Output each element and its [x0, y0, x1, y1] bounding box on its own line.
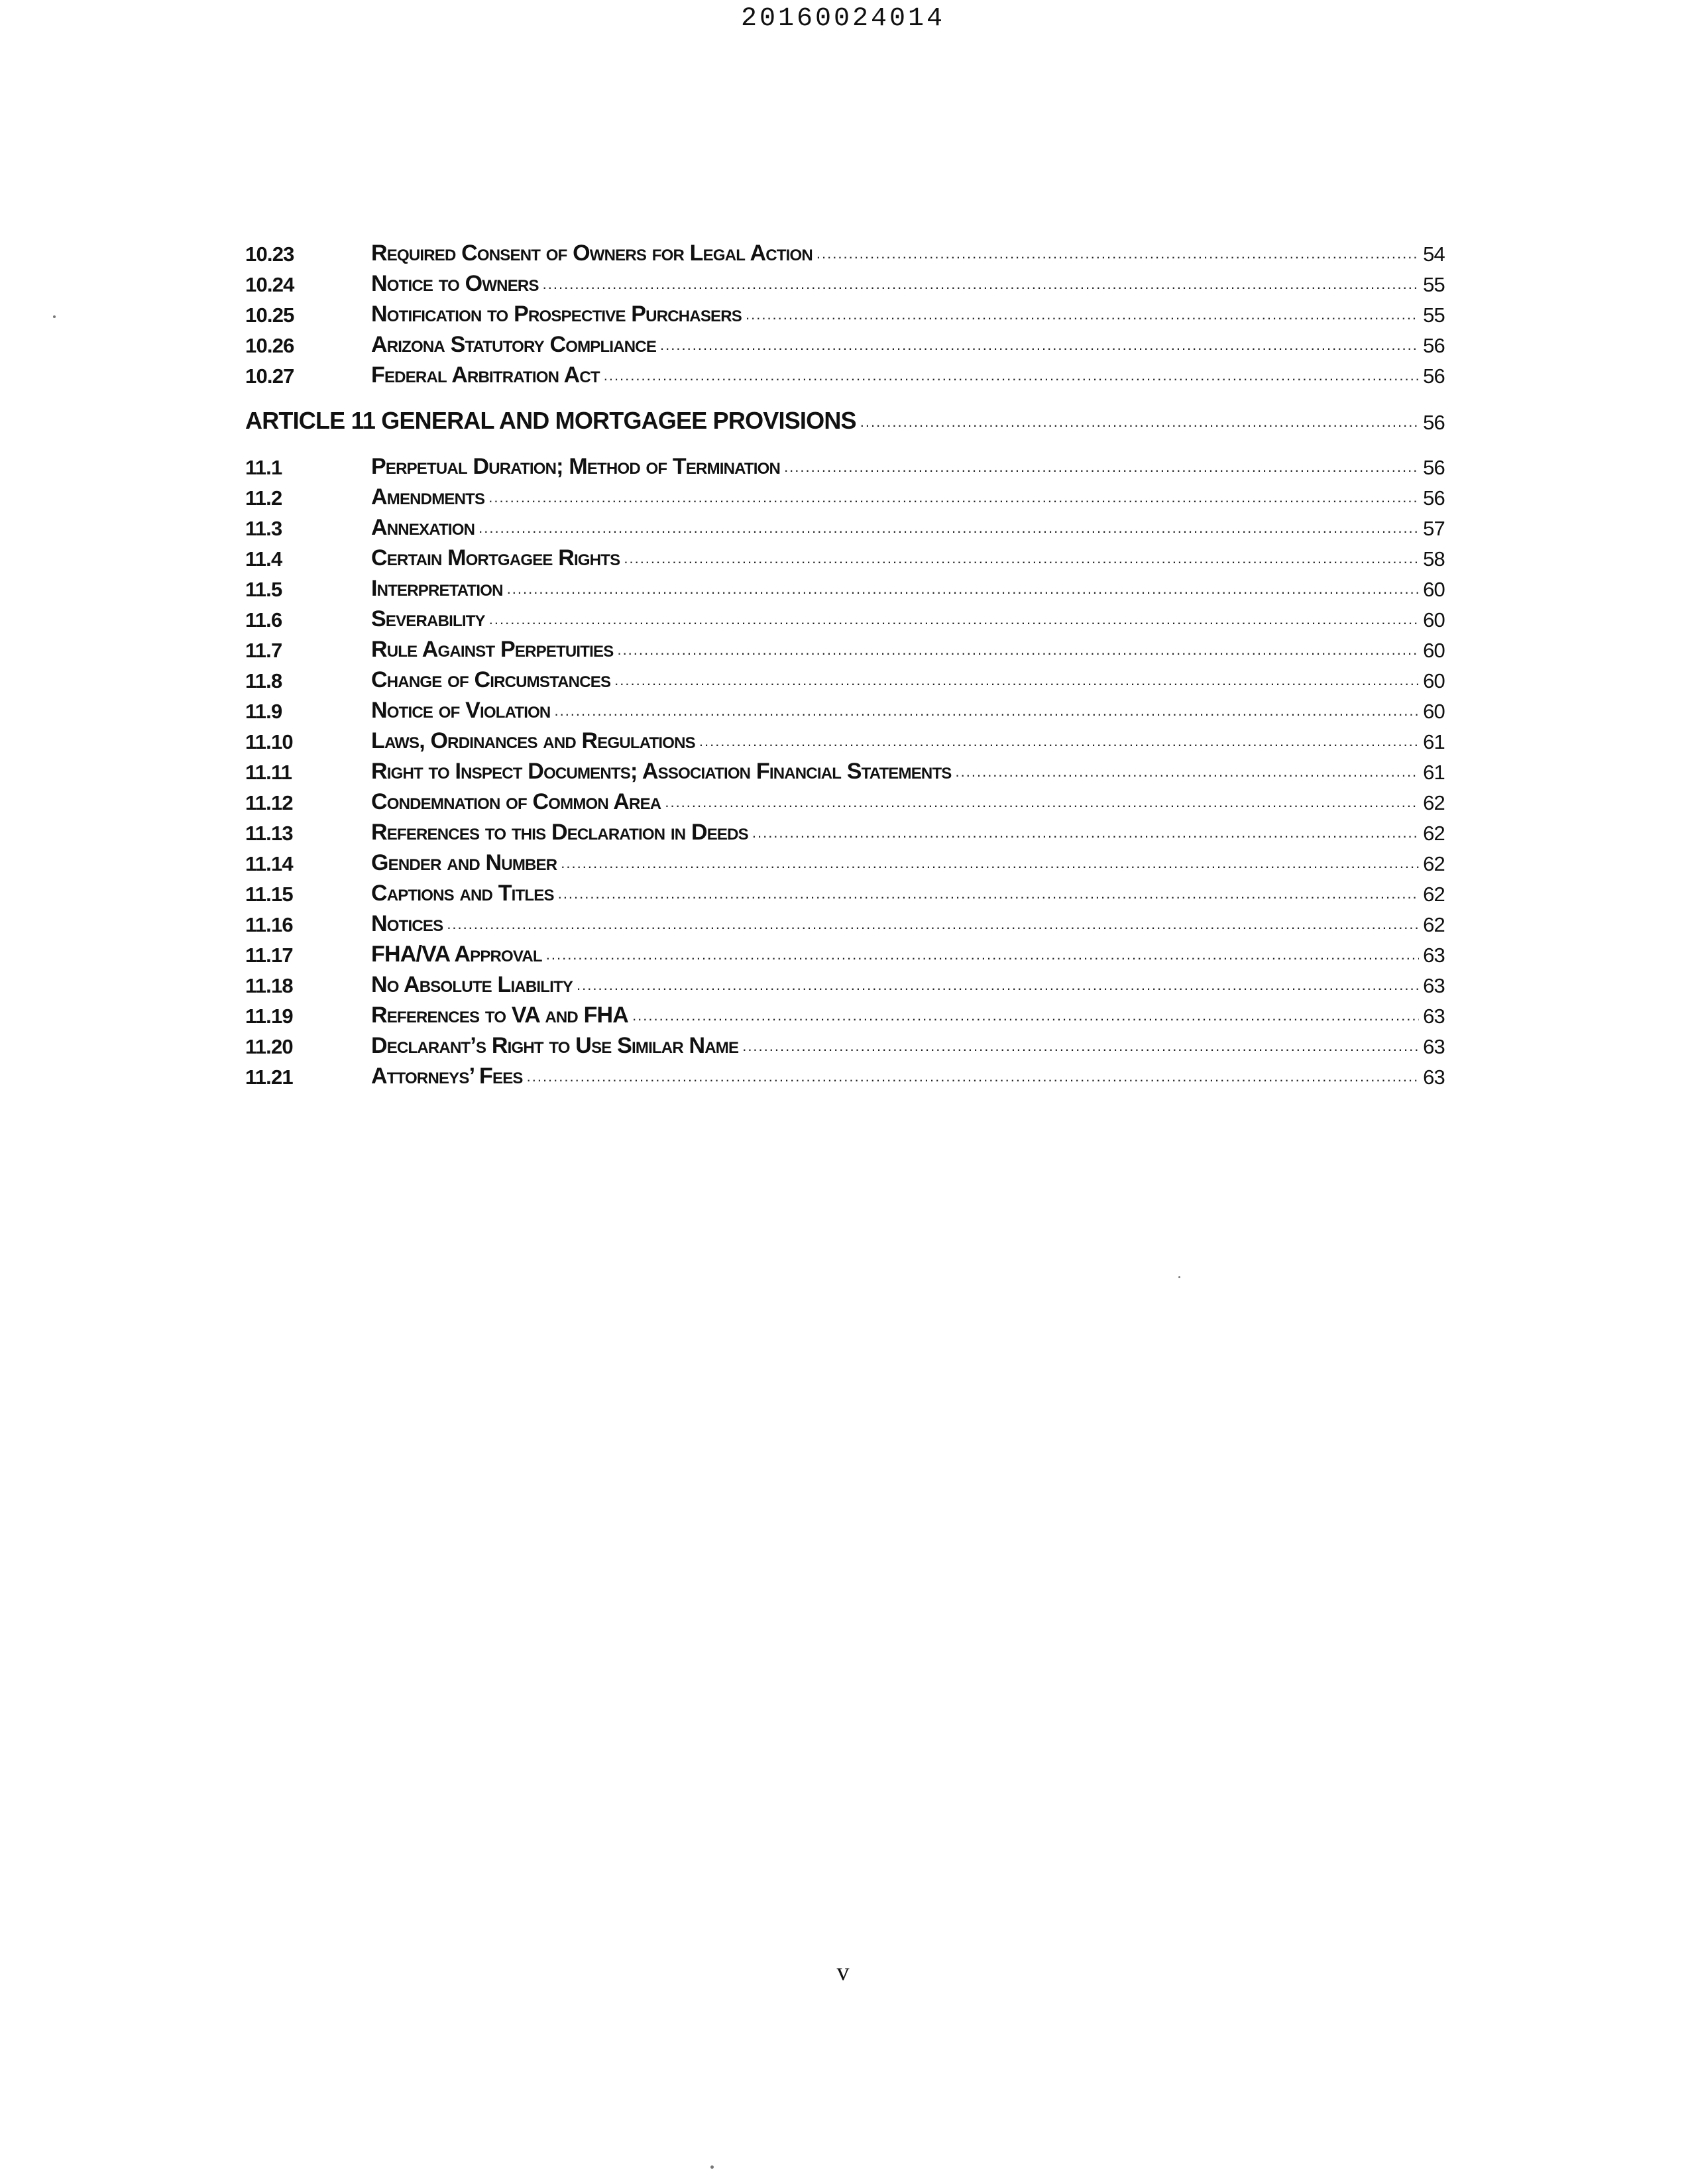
toc-row-11-20	[245, 1028, 1445, 1059]
toc-page-number: 62	[1423, 822, 1445, 845]
toc-section-title: Certain Mortgagee Rights	[371, 545, 620, 571]
toc-section-number: 11.9	[245, 700, 282, 723]
toc-row-11-5	[245, 571, 1445, 602]
dot-leader	[527, 1068, 1420, 1085]
toc-page-number: 56	[1423, 364, 1445, 388]
toc-section-number: 11.17	[245, 944, 293, 967]
page-number-footer: v	[836, 1958, 850, 1986]
toc-section-number: 11.20	[245, 1035, 293, 1058]
dot-leader	[489, 611, 1419, 628]
toc-page-number: 61	[1423, 730, 1445, 753]
toc-row-10-23	[245, 236, 1445, 266]
toc-page-number: 63	[1423, 1005, 1445, 1028]
toc-section-title: Rule Against Perpetuities	[371, 637, 614, 662]
toc-section-number: 11.2	[245, 486, 282, 510]
dot-leader	[478, 519, 1419, 537]
toc-page-number: 63	[1423, 1035, 1445, 1058]
toc-row-11-14	[245, 846, 1445, 876]
toc-section-number: 11.8	[245, 669, 282, 692]
toc-row-11-18	[245, 967, 1445, 998]
toc-section-number: 10.23	[245, 243, 294, 266]
toc-section-title: No Absolute Liability	[371, 972, 573, 997]
toc-page-number: 58	[1423, 547, 1445, 571]
toc-section-number: 10.24	[245, 273, 294, 296]
toc-section-title: Amendments	[371, 484, 485, 510]
toc-page-number: 62	[1423, 883, 1445, 906]
dot-leader	[624, 550, 1419, 567]
toc-page-number: 56	[1423, 456, 1445, 479]
dot-leader	[746, 306, 1419, 323]
toc-section-number: 11.4	[245, 547, 282, 571]
toc-section-title: Change of Circumstances	[371, 667, 611, 692]
toc-section-title: Notice of Violation	[371, 698, 551, 723]
toc-section-number: 11.14	[245, 852, 293, 875]
toc-row-11-11	[245, 754, 1445, 785]
toc-section-title: Notices	[371, 911, 443, 936]
dot-leader	[604, 367, 1419, 384]
scan-speck	[1178, 1276, 1180, 1278]
dot-leader	[543, 276, 1419, 293]
toc-section-number: 10.27	[245, 364, 294, 388]
toc-page-number: 62	[1423, 852, 1445, 875]
toc-row-11-16	[245, 906, 1445, 937]
dot-leader	[614, 672, 1419, 689]
toc-row-10-27	[245, 358, 1445, 388]
toc-page-number: 60	[1423, 608, 1445, 631]
toc-row-10-26	[245, 327, 1445, 358]
toc-section-number: 11.5	[245, 578, 282, 601]
toc-section-number: 11.15	[245, 883, 293, 906]
toc-page-number: 62	[1423, 791, 1445, 814]
dot-leader	[816, 245, 1419, 262]
toc-row-11-2	[245, 480, 1445, 510]
dot-leader	[660, 337, 1419, 354]
toc-section-title: Annexation	[371, 515, 475, 540]
scan-speck	[53, 315, 56, 318]
toc-section-title: Condemnation of Common Area	[371, 789, 661, 814]
toc-row-11-17	[245, 937, 1445, 967]
toc-section-title: Gender and Number	[371, 850, 557, 875]
toc-section-number: 11.7	[245, 639, 282, 662]
toc-section-number: 11.18	[245, 974, 293, 997]
toc-page-number: 56	[1423, 334, 1445, 357]
toc-section-title: References to VA and FHA	[371, 1003, 629, 1028]
toc-section-title: Required Consent of Owners for Legal Action	[371, 241, 813, 266]
toc-row-11-9	[245, 693, 1445, 724]
dot-leader	[860, 413, 1419, 431]
toc-section-number: 11.21	[245, 1065, 293, 1089]
toc-section-title: Perpetual Duration; Method of Termination	[371, 454, 781, 479]
dot-leader	[561, 855, 1419, 872]
toc-section-title: Arizona Statutory Compliance	[371, 332, 657, 357]
toc-section-title: Interpretation	[371, 576, 503, 601]
dot-leader	[558, 885, 1419, 902]
toc-row-11-3	[245, 510, 1445, 541]
toc-row-11-12	[245, 785, 1445, 815]
toc-page-number: 62	[1423, 913, 1445, 936]
dot-leader	[752, 824, 1419, 842]
toc-row-11-13	[245, 815, 1445, 846]
toc-page-number: 55	[1423, 273, 1445, 296]
toc-section-title: Federal Arbitration Act	[371, 362, 600, 388]
toc-row-10-25	[245, 297, 1445, 327]
toc-article-heading	[245, 388, 1445, 435]
toc-row-11-10	[245, 724, 1445, 754]
scan-speck	[710, 2165, 714, 2169]
toc-row-10-24	[245, 266, 1445, 297]
toc-row-11-7	[245, 632, 1445, 663]
toc-section-number: 11.19	[245, 1005, 293, 1028]
toc-section-title: Notice to Owners	[371, 271, 539, 296]
dot-leader	[546, 946, 1419, 963]
dot-leader	[784, 459, 1419, 476]
toc-page-number: 63	[1423, 944, 1445, 967]
toc-section-number: 11.11	[245, 761, 292, 784]
toc-page-number: 63	[1423, 1065, 1445, 1089]
dot-leader	[447, 916, 1419, 933]
toc-row-11-4	[245, 541, 1445, 571]
toc-page-number: 57	[1423, 517, 1445, 540]
toc-section-number: 11.10	[245, 730, 293, 753]
dot-leader	[699, 733, 1419, 750]
toc-section-title: Laws, Ordinances and Regulations	[371, 728, 695, 753]
toc-section-number: 11.13	[245, 822, 293, 845]
dot-leader	[554, 702, 1419, 720]
toc-page-number: 56	[1423, 411, 1445, 434]
toc-section-number: 10.25	[245, 303, 294, 327]
toc-section-title: Severability	[371, 606, 485, 631]
table-of-contents	[245, 236, 1445, 1089]
toc-section-title: Notification to Prospective Purchasers	[371, 301, 742, 327]
toc-page-number: 63	[1423, 974, 1445, 997]
toc-row-11-1	[245, 449, 1445, 480]
toc-page-number: 54	[1423, 243, 1445, 266]
article-title: ARTICLE 11 GENERAL AND MORTGAGEE PROVISIONS	[245, 407, 856, 434]
toc-section-title: Captions and Titles	[371, 881, 554, 906]
toc-row-11-15	[245, 876, 1445, 906]
toc-section-title: Right to Inspect Documents; Association Financial Statements	[371, 759, 952, 784]
toc-row-11-8	[245, 663, 1445, 693]
toc-section-title: FHA/VA Approval	[371, 942, 542, 967]
dot-leader	[742, 1038, 1419, 1055]
toc-section-number: 11.1	[245, 456, 282, 479]
toc-section-number: 11.6	[245, 608, 282, 631]
toc-page-number: 61	[1423, 761, 1445, 784]
toc-section-title: Declarant’s Right to Use Similar Name	[371, 1033, 739, 1058]
toc-page-number: 60	[1423, 639, 1445, 662]
toc-page-number: 60	[1423, 669, 1445, 692]
toc-page-number: 55	[1423, 303, 1445, 327]
dot-leader	[507, 580, 1419, 598]
toc-section-number: 10.26	[245, 334, 294, 357]
dot-leader	[665, 794, 1419, 811]
dot-leader	[617, 641, 1419, 659]
dot-leader	[488, 489, 1419, 506]
toc-section-number: 11.3	[245, 517, 282, 540]
dot-leader	[956, 763, 1420, 781]
toc-section-title: Attorneys’ Fees	[371, 1064, 523, 1089]
dot-leader	[577, 977, 1419, 994]
dot-leader	[632, 1007, 1419, 1024]
toc-row-11-19	[245, 998, 1445, 1028]
toc-section-title: References to this Declaration in Deeds	[371, 820, 748, 845]
toc-page-number: 60	[1423, 700, 1445, 723]
toc-section-number: 11.16	[245, 913, 293, 936]
toc-page-number: 60	[1423, 578, 1445, 601]
toc-page-number: 56	[1423, 486, 1445, 510]
toc-row-11-6	[245, 602, 1445, 632]
toc-row-11-21	[245, 1059, 1445, 1089]
toc-section-number: 11.12	[245, 791, 293, 814]
document-number: 20160024014	[740, 4, 946, 34]
